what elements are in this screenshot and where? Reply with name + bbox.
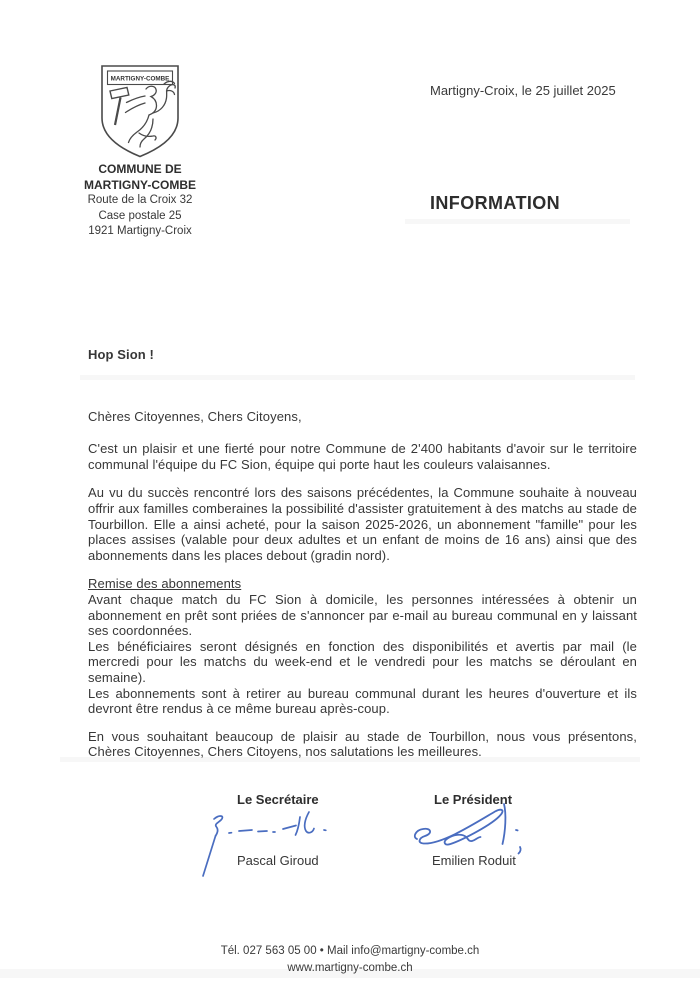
footer-website: www.martigny-combe.ch [287,962,413,974]
sender-line: 1921 Martigny-Croix [88,225,192,237]
letter-body [88,347,637,760]
page-title: INFORMATION [430,193,561,213]
crest-banner-text: MARTIGNY-COMBE [110,75,170,83]
signature-name-president: Emilien Roduit [432,853,516,868]
sender-line: COMMUNE DE [98,162,182,176]
scan-artifact-band [405,219,630,224]
lion-hammer-crest-icon [94,63,186,160]
signature-role-president: Le Président [434,792,513,807]
footer-contact-line: Tél. 027 563 05 00 • Mail info@martigny-combe.ch [220,945,480,957]
paragraph: Avant chaque match du FC Sion à domicile, les personnes intéressées à obtenir un abonnement en prêt sont priées de s'annoncer par e-mail au bureau communal en y laissant ses coordonnées. [88,591,637,639]
sender-line: MARTIGNY-COMBE [84,177,196,192]
president-signature-icon [408,797,530,861]
paragraph: Au vu du succès rencontré lors des saisons précédentes, la Commune souhaite à nouveau offrir aux familles comberaines la possibilité d'assister gratuitement à des matchs au stade de Tourbillon. Elle a ainsi acheté, pour la saison 2025-2026, un abonnement "famille" pour les places assises (valable pour deux adultes et un enfant de moins de 16 ans) ainsi que des abonnements dans les places debout (gradin nord). [88,485,637,563]
slogan-line: Hop Sion ! [88,347,154,362]
footer-contact-block [0,943,700,977]
greeting-line: Chères Citoyennes, Chers Citoyens, [88,408,302,424]
section-heading: Remise des abonnements [88,576,242,592]
paragraph: Les abonnements sont à retirer au bureau communal durant les heures d'ouverture et ils devront être rendus à ce même bureau après-coup. [88,685,637,717]
paragraph: C'est un plaisir et une fierté pour notre Commune de 2'400 habitants d'avoir sur le territoire communal l'équipe du FC Sion, équipe qui porte haut les couleurs valaisannes. [88,441,637,472]
sender-line: Case postale 25 [98,209,182,222]
sender-line: Route de la Croix 32 [87,194,193,206]
sender-address-block [50,162,230,240]
signature-role-secretary: Le Secrétaire [237,792,319,807]
dateline: Martigny-Croix, le 25 juillet 2025 [430,83,616,98]
secretary-signature-icon [196,806,346,884]
commune-coat-of-arms [94,63,186,160]
signature-name-secretary: Pascal Giroud [237,853,319,868]
paragraph: Les bénéficiaires seront désignés en fonction des disponibilités et avertis par mail (le mercredi pour les matchs du week-end et le vendredi pour les matchs se déroulant en semaine). [88,638,637,685]
closing-paragraph: En vous souhaitant beaucoup de plaisir au stade de Tourbillon, nous vous présentons, Chères Citoyennes, Chers Citoyens, nos salutations les meilleures. [88,728,637,760]
